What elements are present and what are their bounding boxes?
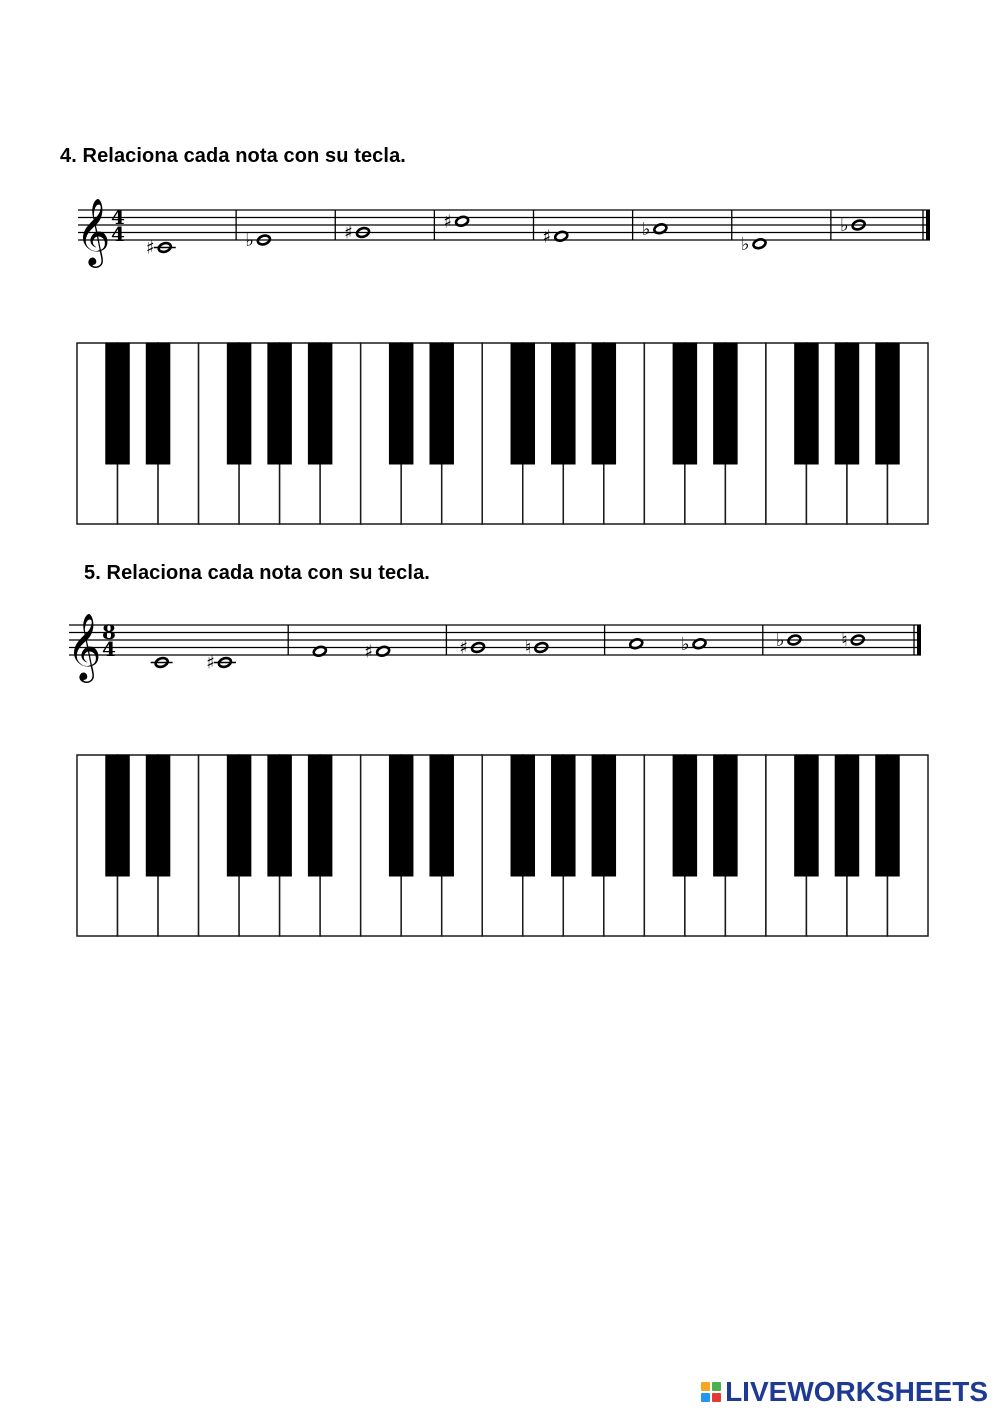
time-signature-top: 4 [111,205,125,229]
piano-black-key-C-sharp [389,755,413,876]
time-signature-top: 8 [102,620,116,644]
piano-black-key-G-sharp [552,755,576,876]
piano-black-key-G-sharp [835,755,859,876]
question-4-title: 4. Relaciona cada nota con su tecla. [60,145,406,167]
piano-black-key-A-sharp [308,755,332,876]
piano-black-key-C-sharp [673,343,697,464]
piano-black-key-F-sharp [795,755,819,876]
accidental: ♯ [364,641,374,663]
liveworksheets-logo [701,1376,988,1408]
time-signature-bottom: 4 [102,637,116,661]
piano-black-key-A-sharp [592,343,616,464]
accidental: ♯ [344,222,354,244]
piano-keyboard-question-5 [0,752,1000,942]
liveworksheets-logo-icon [701,1382,721,1402]
accidental: ♭ [245,230,254,251]
piano-black-key-D-sharp [146,755,170,876]
accidental: ♯ [206,652,215,674]
piano-black-key-A-sharp [876,755,900,876]
staff-question-4 [0,190,1000,280]
time-signature-bottom: 4 [111,222,125,246]
piano-black-key-D-sharp [714,343,738,464]
staff-question-5 [0,605,1000,695]
piano-black-key-F-sharp [227,755,251,876]
accidental: ♯ [542,226,552,248]
question-5-title: 5. Relaciona cada nota con su tecla. [84,562,430,584]
piano-black-key-C-sharp [389,343,413,464]
piano-black-key-A-sharp [308,343,332,464]
piano-black-key-G-sharp [835,343,859,464]
final-barline-thick [926,210,930,240]
accidental: ♯ [146,237,155,259]
accidental: ♭ [775,630,785,651]
piano-black-key-A-sharp [592,755,616,876]
piano-keyboard-question-4 [0,340,1000,530]
final-barline-thick [917,625,921,655]
accidental: ♭ [641,218,651,240]
accidental: ♭ [840,215,849,236]
brand-name: LIVEWORKSHEETS [725,1376,988,1407]
accidental: ♭ [681,633,690,655]
piano-black-key-D-sharp [430,343,454,464]
piano-black-key-G-sharp [552,343,576,464]
piano-black-key-D-sharp [430,755,454,876]
accidental: ♯ [459,637,469,659]
piano-black-key-A-sharp [876,343,900,464]
accidental: ♮ [841,630,848,651]
treble-clef-icon: 𝄞 [76,197,111,265]
piano-black-key-F-sharp [227,343,251,464]
accidental: ♮ [524,637,532,659]
piano-black-key-F-sharp [795,343,819,464]
piano-black-key-D-sharp [714,755,738,876]
treble-clef-icon: 𝄞 [67,612,102,680]
accidental: ♭ [741,233,750,255]
piano-black-key-C-sharp [673,755,697,876]
piano-black-key-C-sharp [106,755,130,876]
accidental: ♯ [443,211,453,233]
piano-black-key-F-sharp [511,343,535,464]
piano-black-key-G-sharp [268,343,292,464]
piano-black-key-F-sharp [511,755,535,876]
piano-black-key-G-sharp [268,755,292,876]
piano-black-key-D-sharp [146,343,170,464]
piano-black-key-C-sharp [106,343,130,464]
